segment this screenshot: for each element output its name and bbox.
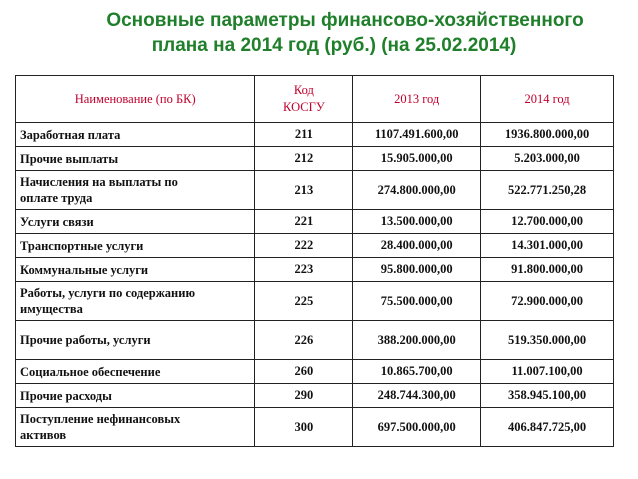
- row-value-2014: 522.771.250,28: [481, 171, 614, 210]
- row-value-2013: 388.200.000,00: [353, 321, 481, 360]
- table-header-row: [16, 76, 614, 123]
- table-row: [16, 408, 614, 447]
- table-row: [16, 234, 614, 258]
- header-name: Наименование (по БК): [16, 76, 255, 123]
- row-value-2013: 274.800.000,00: [353, 171, 481, 210]
- row-name: Социальное обеспечение: [16, 360, 255, 384]
- row-code: 223: [255, 258, 353, 282]
- row-value-2014: 72.900.000,00: [481, 282, 614, 321]
- row-code: 213: [255, 171, 353, 210]
- table-row: [16, 321, 614, 360]
- row-value-2013: 248.744.300,00: [353, 384, 481, 408]
- row-value-2014: 14.301.000,00: [481, 234, 614, 258]
- row-value-2013: 75.500.000,00: [353, 282, 481, 321]
- row-value-2013: 95.800.000,00: [353, 258, 481, 282]
- row-name: [16, 171, 255, 210]
- table-row: [16, 210, 614, 234]
- row-name: Транспортные услуги: [16, 234, 255, 258]
- row-value-2014: 358.945.100,00: [481, 384, 614, 408]
- table-row: [16, 282, 614, 321]
- row-code: 222: [255, 234, 353, 258]
- financial-plan-table: [15, 75, 614, 447]
- row-value-2014: 519.350.000,00: [481, 321, 614, 360]
- row-name: Коммунальные услуги: [16, 258, 255, 282]
- header-code: [255, 76, 353, 123]
- header-2013: 2013 год: [353, 76, 481, 123]
- slide-title: [0, 8, 638, 58]
- row-value-2014: 91.800.000,00: [481, 258, 614, 282]
- title-line-1: Основные параметры финансово-хозяйственного: [106, 10, 584, 31]
- row-value-2013: 13.500.000,00: [353, 210, 481, 234]
- row-code: 225: [255, 282, 353, 321]
- row-code: 260: [255, 360, 353, 384]
- row-value-2014: 1936.800.000,00: [481, 123, 614, 147]
- row-name: Прочие выплаты: [16, 147, 255, 171]
- row-value-2013: 1107.491.600,00: [353, 123, 481, 147]
- row-name: [16, 282, 255, 321]
- row-value-2014: 5.203.000,00: [481, 147, 614, 171]
- row-value-2014: 406.847.725,00: [481, 408, 614, 447]
- header-code-line-2: КОСГУ: [283, 100, 325, 114]
- row-value-2014: 11.007.100,00: [481, 360, 614, 384]
- row-value-2013: 10.865.700,00: [353, 360, 481, 384]
- row-value-2014: 12.700.000,00: [481, 210, 614, 234]
- row-code: 221: [255, 210, 353, 234]
- title-line-2: плана на 2014 год (руб.) (на 25.02.2014): [151, 35, 517, 56]
- row-value-2013: 15.905.000,00: [353, 147, 481, 171]
- row-name-line-2: активов: [20, 428, 67, 442]
- row-name-line-1: Начисления на выплаты по: [20, 175, 178, 189]
- row-name-line-1: Работы, услуги по содержанию: [20, 286, 195, 300]
- row-value-2013: 697.500.000,00: [353, 408, 481, 447]
- table-row: [16, 147, 614, 171]
- row-name-line-2: имущества: [20, 302, 83, 316]
- row-name: Прочие работы, услуги: [16, 321, 255, 360]
- row-code: 300: [255, 408, 353, 447]
- row-code: 212: [255, 147, 353, 171]
- row-name: [16, 408, 255, 447]
- row-value-2013: 28.400.000,00: [353, 234, 481, 258]
- row-name: Услуги связи: [16, 210, 255, 234]
- row-name: Заработная плата: [16, 123, 255, 147]
- row-code: 211: [255, 123, 353, 147]
- row-code: 226: [255, 321, 353, 360]
- table-row: [16, 360, 614, 384]
- table-row: [16, 123, 614, 147]
- header-code-line-1: Код: [293, 83, 314, 97]
- table-row: [16, 384, 614, 408]
- table-row: [16, 258, 614, 282]
- table-row: [16, 171, 614, 210]
- row-name: Прочие расходы: [16, 384, 255, 408]
- row-name-line-1: Поступление нефинансовых: [20, 412, 181, 426]
- row-code: 290: [255, 384, 353, 408]
- row-name-line-2: оплате труда: [20, 191, 93, 205]
- header-2014: 2014 год: [481, 76, 614, 123]
